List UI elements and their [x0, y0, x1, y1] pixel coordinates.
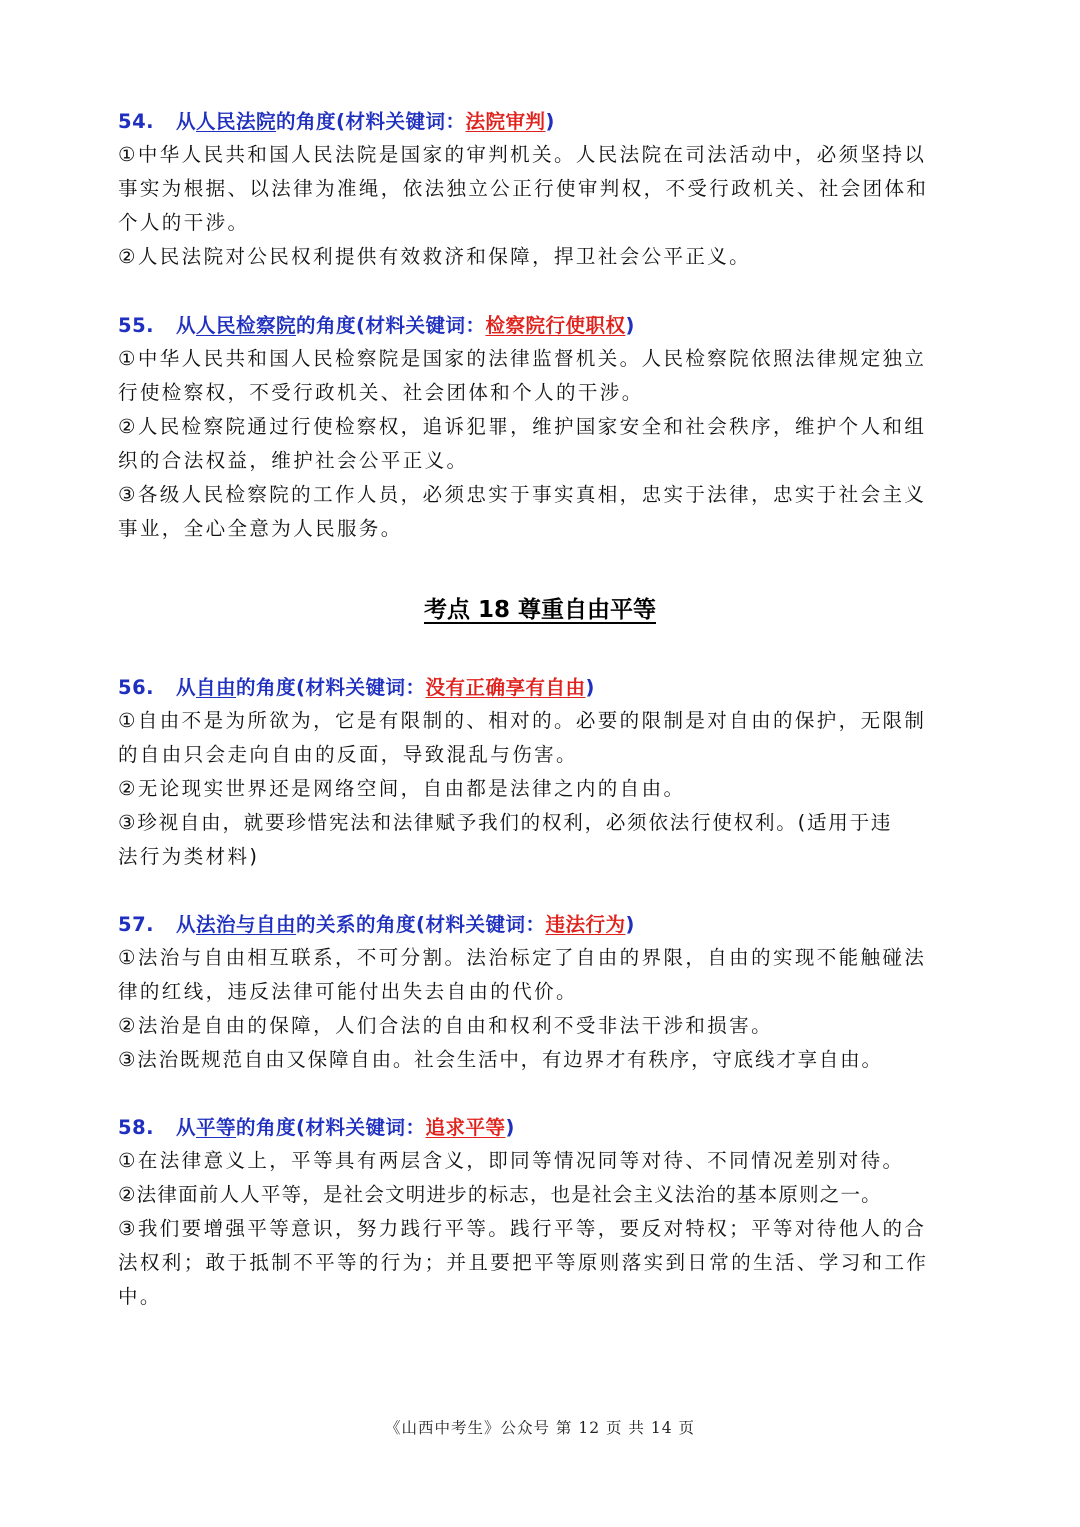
heading-prefix: 从	[176, 110, 197, 133]
heading-middle: 的关系的角度(材料关键词：	[296, 913, 546, 936]
heading-prefix: 从	[176, 314, 197, 337]
body-line: 个人的干涉。	[118, 211, 250, 234]
heading-subject: 平等	[196, 1116, 237, 1139]
body-line: ②人民法院对公民权利提供有效救济和保障，捍卫社会公平正义。	[118, 245, 752, 268]
heading-keyword: 检察院行使职权	[485, 314, 626, 337]
section-heading	[118, 672, 968, 704]
heading-keyword: 法院审判	[465, 110, 546, 133]
body-line: 事业，全心全意为人民服务。	[118, 517, 403, 540]
heading-keyword: 违法行为	[545, 913, 626, 936]
body-line: ①中华人民共和国人民检察院是国家的法律监督机关。人民检察院依照法律规定独立	[118, 347, 927, 370]
heading-end: )	[625, 314, 635, 337]
body-line: ③法治既规范自由又保障自由。社会生活中，有边界才有秩序，守底线才享自由。	[118, 1048, 883, 1071]
heading-end: )	[585, 676, 595, 699]
section-heading	[118, 310, 968, 342]
section-heading	[118, 106, 968, 138]
section-heading	[118, 909, 968, 941]
heading-subject: 人民检察院	[196, 314, 297, 337]
body-line: ②法律面前人人平等，是社会文明进步的标志，也是社会主义法治的基本原则之一。	[118, 1183, 882, 1206]
section-54	[118, 106, 968, 274]
body-line: 行使检察权，不受行政机关、社会团体和个人的干涉。	[118, 381, 644, 404]
section-57	[118, 909, 968, 1077]
heading-subject: 自由	[196, 676, 237, 699]
page-footer: 《山西中考生》公众号 第 12 页 共 14 页	[384, 1419, 695, 1437]
body-line: 织的合法权益，维护社会公平正义。	[118, 449, 469, 472]
item-number: 55.	[118, 314, 155, 337]
body-line: ①中华人民共和国人民法院是国家的审判机关。人民法院在司法活动中，必须坚持以	[118, 143, 927, 166]
heading-end: )	[625, 913, 635, 936]
body-line: 中。	[118, 1285, 162, 1308]
heading-middle: 的角度(材料关键词：	[296, 314, 486, 337]
item-number: 58.	[118, 1116, 155, 1139]
topic-title	[0, 592, 1080, 628]
heading-prefix: 从	[176, 913, 197, 936]
heading-prefix: 从	[176, 1116, 197, 1139]
heading-end: )	[545, 110, 555, 133]
heading-end: )	[505, 1116, 515, 1139]
body-line: ①在法律意义上，平等具有两层含义，即同等情况同等对待、不同情况差别对待。	[118, 1149, 905, 1172]
body-line: ①自由不是为所欲为，它是有限制的、相对的。必要的限制是对自由的保护，无限制	[118, 709, 927, 732]
item-number: 57.	[118, 913, 155, 936]
item-number: 56.	[118, 676, 155, 699]
body-line: ②人民检察院通过行使检察权，追诉犯罪，维护国家安全和社会秩序，维护个人和组	[118, 415, 927, 438]
heading-middle: 的角度(材料关键词：	[276, 110, 466, 133]
section-56	[118, 672, 968, 874]
section-heading	[118, 1112, 968, 1144]
body-line: ②无论现实世界还是网络空间，自由都是法律之内的自由。	[118, 777, 686, 800]
body-line: ③各级人民检察院的工作人员，必须忠实于事实真相，忠实于法律，忠实于社会主义	[118, 483, 927, 506]
heading-middle: 的角度(材料关键词：	[236, 676, 426, 699]
topic-title-text: 考点 18 尊重自由平等	[423, 597, 657, 623]
body-line: 律的红线，违反法律可能付出失去自由的代价。	[118, 980, 578, 1003]
body-line: 法权利；敢于抵制不平等的行为；并且要把平等原则落实到日常的生活、学习和工作	[118, 1251, 929, 1274]
heading-keyword: 没有正确享有自由	[425, 676, 586, 699]
body-line: 法行为类材料)	[118, 845, 260, 868]
body-line: 事实为根据、以法律为准绳，依法独立公正行使审判权，不受行政机关、社会团体和	[118, 177, 929, 200]
body-line: ③我们要增强平等意识，努力践行平等。践行平等，要反对特权；平等对待他人的合	[118, 1217, 927, 1240]
heading-prefix: 从	[176, 676, 197, 699]
body-line: ③珍视自由，就要珍惜宪法和法律赋予我们的权利，必须依法行使权利。(适用于违	[118, 811, 893, 834]
heading-subject: 人民法院	[196, 110, 277, 133]
section-55	[118, 310, 968, 546]
item-number: 54.	[118, 110, 155, 133]
body-line: ①法治与自由相互联系，不可分割。法治标定了自由的界限，自由的实现不能触碰法	[118, 946, 927, 969]
section-58	[118, 1112, 968, 1314]
heading-subject: 法治与自由	[196, 913, 297, 936]
heading-middle: 的角度(材料关键词：	[236, 1116, 426, 1139]
body-line: ②法治是自由的保障，人们合法的自由和权利不受非法干涉和损害。	[118, 1014, 773, 1037]
heading-keyword: 追求平等	[425, 1116, 506, 1139]
body-line: 的自由只会走向自由的反面，导致混乱与伤害。	[118, 743, 578, 766]
